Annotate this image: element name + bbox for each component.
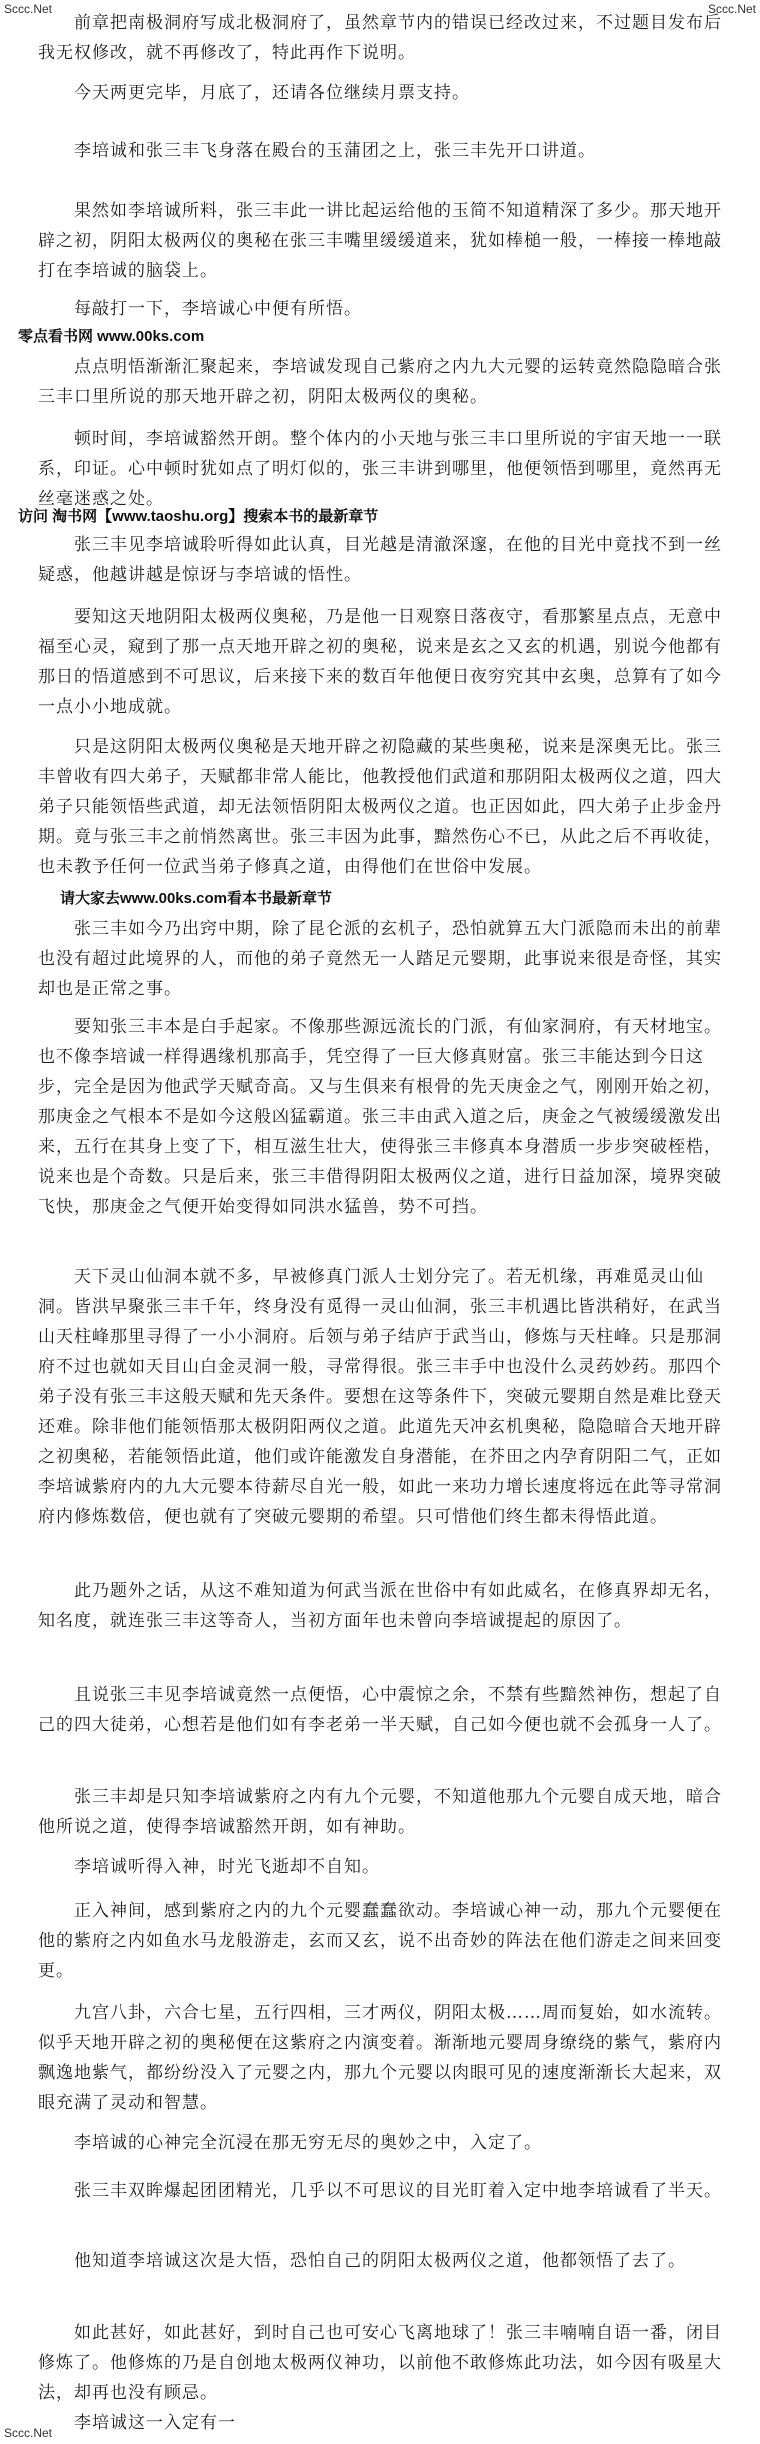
paragraph-11: 张三丰如今乃出窍中期，除了昆仑派的玄机子，恐怕就算五大门派隐而未出的前辈也没有超过此境界的人，而他的弟子竟然无一人踏足元婴期，此事说来很是奇怪，其实却也是正常之事。: [38, 919, 722, 999]
paragraph-13: 天下灵山仙洞本就不多，早被修真门派人士划分完了。若无机缘，再难觅灵山仙洞。皆洪早聚张三丰千年，终身没有觅得一灵山仙洞，张三丰机遇比皆洪稍好，在武当山天柱峰那里寻得了一小小洞府。后领与弟子结庐于武当山，修炼与天柱峰。只是那洞府不过也就如天目山白金灵洞一般，寻常得很。张三丰手中也没什么灵药妙药。那四个弟子没有张三丰这般天赋和先天条件。要想在这等条件下，突破元婴期自然是难比登天还难。除非他们能领悟那太极阴阳两仪之道。此道先天冲玄机奥秘，隐隐暗合天地开辟之初奥秘，若能领悟此道，他们或许能激发自身潜能，在芥田之内孕育阴阳二气，正如李培诚紫府内的九大元婴本待薪尽自光一般，如此一来功力增长速度将远在此等寻常洞府内修炼数倍，便也就有了突破元婴期的希望。只可惜他们终生都未得悟此道。: [38, 1267, 722, 1527]
paragraph-7: 顿时间，李培诚豁然开朗。整个体内的小天地与张三丰口里所说的宇宙天地一一联系，印证。心中顿时犹如点了明灯似的，张三丰讲到哪里，他便领悟到哪里，竟然再无丝毫迷惑之处。: [38, 429, 722, 509]
paragraph-9: 要知这天地阴阳太极两仪奥秘，乃是他一日观察日落夜守，看那繁星点点，无意中福至心灵，窥到了那一点天地开辟之初的奥秘，说来是玄之又玄的机遇，别说今他都有那日的悟道感到不可思议，后来接下来的数百年他便日夜穷究其中玄奥，总算有了如今一点小小地成就。: [38, 607, 722, 717]
paragraph-21: 张三丰双眸爆起团团精光，几乎以不可思议的目光盯着入定中地李培诚看了半天。: [38, 2181, 722, 2201]
paragraph-10: 只是这阴阳太极两仪奥秘是天地开辟之初隐藏的某些奥秘，说来是深奥无比。张三丰曾收有四大弟子，天赋都非常人能比，他教授他们武道和那阴阳太极两仪之道，四大弟子只能领悟些武道，却无法领悟阴阳太极两仪之道。也正因如此，四大弟子止步金丹期。竟与张三丰之前悄然离世。张三丰因为此事，黯然伤心不已，从此之后不再收徒，也未教予任何一位武当弟子修真之道，由得他们在世俗中发展。: [38, 737, 722, 877]
ad-line-3[interactable]: 请大家去www.00ks.com看本书最新章节: [60, 890, 332, 907]
paragraph-1: 前章把南极洞府写成北极洞府了，虽然章节内的错误已经改过来，不过题目发布后我无权修改，就不再修改了，特此再作下说明。: [38, 13, 722, 63]
paragraph-2: 今天两更完毕，月底了，还请各位继续月票支持。: [38, 83, 470, 103]
paragraph-24: 李培诚这一入定有一: [38, 2413, 236, 2433]
ad-line-2[interactable]: 访问 淘书网【www.taoshu.org】搜索本书的最新章节: [18, 508, 379, 525]
ad-line-1[interactable]: 零点看书网 www.00ks.com: [18, 328, 205, 345]
paragraph-20: 李培诚的心神完全沉浸在那无穷无尽的奥妙之中，入定了。: [38, 2133, 542, 2153]
site-watermark-bottom-left: Sccc.Net: [4, 2426, 53, 2440]
paragraph-14: 此乃题外之话，从这不难知道为何武当派在世俗中有如此威名，在修真界却无名，知名度，就连张三丰这等奇人，当初方面年也未曾向李培诚提起的原因了。: [38, 1581, 722, 1631]
paragraph-16: 张三丰却是只知李培诚紫府之内有九个元婴，不知道他那九个元婴自成天地，暗合他所说之道，使得李培诚豁然开朗，如有神助。: [38, 1787, 722, 1837]
paragraph-3: 李培诚和张三丰飞身落在殿台的玉蒲团之上，张三丰先开口讲道。: [38, 141, 596, 161]
paragraph-19: 九宫八卦，六合七星，五行四相，三才两仪，阴阳太极……周而复始，如水流转。似乎天地开辟之初的奥秘便在这紫府之内演变着。渐渐地元婴周身缭绕的紫气，紫府内飘逸地紫气，都纷纷没入了元婴之内，那九个元婴以肉眼可见的速度渐渐长大起来，双眼充满了灵动和智慧。: [38, 2003, 722, 2113]
paragraph-23: 如此甚好，如此甚好，到时自己也可安心飞离地球了！张三丰喃喃自语一番，闭目修炼了。他修炼的乃是自创地太极两仪神功，以前他不敢修炼此功法，如今因有吸星大法，却再也没有顾忌。: [38, 2323, 722, 2403]
paragraph-17: 李培诚听得入神，时光飞逝却不自知。: [38, 1857, 380, 1877]
paragraph-18: 正入神间，感到紫府之内的九个元婴蠢蠢欲动。李培诚心神一动，那九个元婴便在他的紫府之内如鱼水马龙般游走，玄而又玄，说不出奇妙的阵法在他们游走之间来回变更。: [38, 1901, 722, 1981]
site-watermark-top-right: Sccc.Net: [707, 2, 756, 16]
paragraph-4: 果然如李培诚所料，张三丰此一讲比起运给他的玉简不知道精深了多少。那天地开辟之初，阴阳太极两仪的奥秘在张三丰嘴里缓缓道来，犹如棒槌一般，一棒接一棒地敲打在李培诚的脑袋上。: [38, 201, 722, 281]
paragraph-6: 点点明悟渐渐汇聚起来，李培诚发现自己紫府之内九大元婴的运转竟然隐隐暗合张三丰口里所说的那天地开辟之初，阴阳太极两仪的奥秘。: [38, 357, 722, 407]
paragraph-15: 且说张三丰见李培诚竟然一点便悟，心中震惊之余，不禁有些黯然神伤，想起了自己的四大徒弟，心想若是他们如有李老弟一半天赋，自己如今便也就不会孤身一人了。: [38, 1685, 722, 1735]
site-watermark-top-left: Sccc.Net: [4, 2, 53, 16]
paragraph-22: 他知道李培诚这次是大悟，恐怕自己的阴阳太极两仪之道，他都领悟了去了。: [38, 2251, 686, 2271]
paragraph-12: 要知张三丰本是白手起家。不像那些源远流长的门派，有仙家洞府，有天材地宝。也不像李培诚一样得遇缘机那高手，凭空得了一巨大修真财富。张三丰能达到今日这步，完全是因为他武学天赋奇高。又与生俱来有根骨的先天庚金之气，刚刚开始之初，那庚金之气根本不是如今这般凶猛霸道。张三丰由武入道之后，庚金之气被缓缓激发出来，五行在其身上变了下，相互滋生壮大，使得张三丰修真本身潜质一步步突破桎梏，说来也是个奇数。只是后来，张三丰借得阴阳太极两仪之道，进行日益加深，境界突破飞快，那庚金之气便开始变得如同洪水猛兽，势不可挡。: [38, 1017, 722, 1217]
paragraph-8: 张三丰见李培诚聆听得如此认真，目光越是清澈深邃，在他的目光中竟找不到一丝疑惑，他越讲越是惊讶与李培诚的悟性。: [38, 535, 722, 585]
paragraph-5: 每敲打一下，李培诚心中便有所悟。: [38, 299, 362, 319]
